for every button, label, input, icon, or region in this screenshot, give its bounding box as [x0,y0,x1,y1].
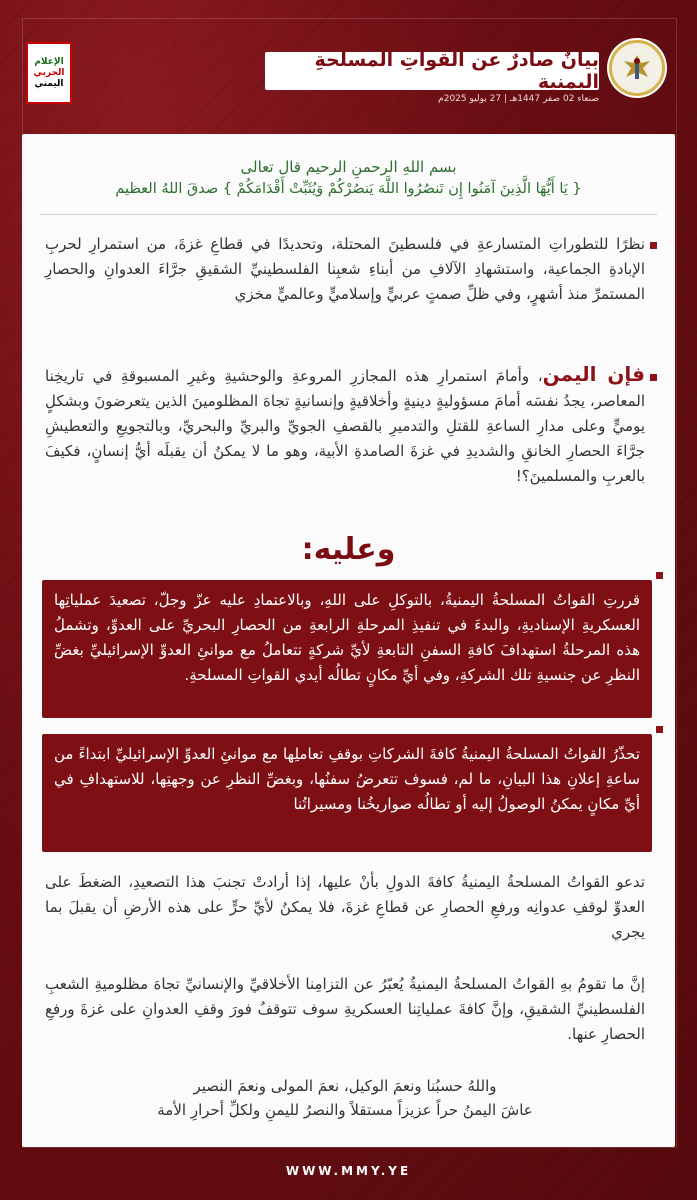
paragraph-context: نظرًا للتطوراتِ المتسارعةِ في فلسطينَ المحتلة، وتحديدًا في قطاعِ غزةَ، من استمرارِ لحربِ الإبادةِ الجماعية، واستشهادِ الآلافِ من أبناءِ شعبِنا الفلسطينيِّ الشقيقِ جرَّاءَ العدوانِ والحصارِ المستمرِّ منذ أشهرٍ، وفي ظلِّ صمتٍ عربيٍّ وإسلاميٍّ وعالميٍّ مخزي [45,235,645,303]
paragraph-lead: فإن اليمن [542,362,646,386]
closing-line-1: واللهُ حسبُنا ونعمَ الوكيل، نعمَ المولى ونعمَ النصير [193,1077,497,1095]
logo-line-3: اليمني [34,78,64,89]
eagle-icon [620,51,654,85]
section-heading: وعليه: [301,532,396,567]
statement-title: بيانٌ صادرٌ عن القواتِ المسلحةِ اليمنية [314,49,599,93]
divider [40,214,657,215]
emblem-inner [609,40,665,96]
statement-date: صنعاء 02 صفر 1447هـ | 27 يوليو 2025م [438,94,599,104]
closing-line-2: عاشَ اليمنُ حراً عزيزاً مستقلاً والنصرُ لليمنِ ولكلِّ أحرارِ الأمة [157,1101,533,1119]
decision-block-2 [42,734,652,852]
paragraph-yemen [45,362,645,489]
paragraph-body: ، وأمامَ استمرارِ هذه المجازرِ المروعةِ والوحشيةِ وغيرِ المسبوقةِ في تاريخِنا المعاصر، يجدُ نفسَه أمامَ مسؤوليةٍ دينيةٍ وأخلاقيةٍ وإنسانيةٍ تجاهَ المظلومينَ الذين يتعرضونَ وبشكلٍ يوميٍّ وعلى مدارِ الساعةِ للقتلِ والتدميرِ بالقصفِ الجويِّ والبريِّ والبحريِّ، وبالتجويعِ والتعطيشِ جرَّاءَ الحصارِ الخانقِ والشديدِ في غزةَ الصامدةِ الأبية، وهو ما لا يمكنُ أن يقبلَه أيُّ إنسانٍ، فكيفَ بالعربِ والمسلمينَ؟! [45,367,645,485]
decision-1-text: قررتِ القواتُ المسلحةُ اليمنيةُ، بالتوكلِ على اللهِ، وبالاعتمادِ عليه عزّ وجلّ، تصعيدَ عملياتِها العسكريةِ الإسناديةِ، والبدءَ في تنفيذِ المرحلةِ الرابعةِ من الحصارِ البحريِّ على العدوِّ، وتشملُ هذه المرحلةُ استهدافَ كافةِ السفنِ التابعةِ لأيِّ شركةٍ تتعاملُ مع موانئِ العدوِّ الإسرائيليِّ بغضِّ النظرِ عن جنسيةِ تلك الشركةِ، وفي أيِّ مكانٍ تطالُه أيدي القواتِ المسلحةِ. [54,591,640,684]
logo-line-1: الإعلام [34,56,64,67]
bullet-marker [656,572,663,579]
decision-2-text: تحذّرُ القواتُ المسلحةُ اليمنيةُ كافةَ الشركاتِ بوقفِ تعاملِها مع موانئِ العدوِّ الإسرائيليِّ ابتداءً من ساعةِ إعلانِ هذا البيانِ، ما لم، فسوف تتعرضُ سفنُها، وبغضِّ النظرِ عن وجهتِها، للاستهدافِ في أيِّ مكانٍ يمكنُ الوصولُ إليه أو تطالُه صواريخُنا ومسيراتُنا [54,745,640,813]
decision-block-1 [42,580,652,718]
bullet-marker [656,726,663,733]
basmala: بسم اللهِ الرحمنِ الرحيم قال تعالى [240,158,457,176]
statement-title-box [265,49,599,93]
paragraph-call-to-states: تدعو القواتُ المسلحةُ اليمنيةُ كافةَ الدولِ بأنْ عليها، إذا أرادتْ تجنبَ هذا التصعيدِ، الضغطَ على العدوِّ لوقفِ عدوانِه ورفعِ الحصارِ عن قطاعِ غزةَ، فلا يمكنُ لأيِّ حرٍّ على هذه الأرضِ أن يقبلَ بما يجري [45,873,645,941]
armed-forces-emblem-icon [607,38,667,98]
logo-line-2: الحربي [33,67,65,78]
military-media-logo [26,42,72,104]
website-url: WWW.MMY.YE [285,1164,412,1178]
quran-verse: { يَا أَيُّهَا الَّذِينَ آمَنُوا إِن تَنصُرُوا اللَّهَ يَنصُرْكُمْ وَيُثَبِّتْ أَقْدَامَكُمْ } صدقَ اللهُ العظيم [115,181,582,197]
bullet-marker [650,242,657,249]
statement-panel [22,134,675,1147]
paragraph-commitment: إنَّ ما تقومُ بهِ القواتُ المسلحةُ اليمنيةُ يُعبّرُ عن التزامِنا الأخلاقيِّ والإنسانيِّ تجاهَ مظلوميةِ الشعبِ الفلسطينيِّ الشقيقِ، وإنَّ كافةَ عملياتِنا العسكريةِ سوف تتوقفُ فورَ وقفِ العدوانِ على غزةَ ورفعِ الحصارِ عنها. [45,975,645,1043]
bullet-marker [650,374,657,381]
